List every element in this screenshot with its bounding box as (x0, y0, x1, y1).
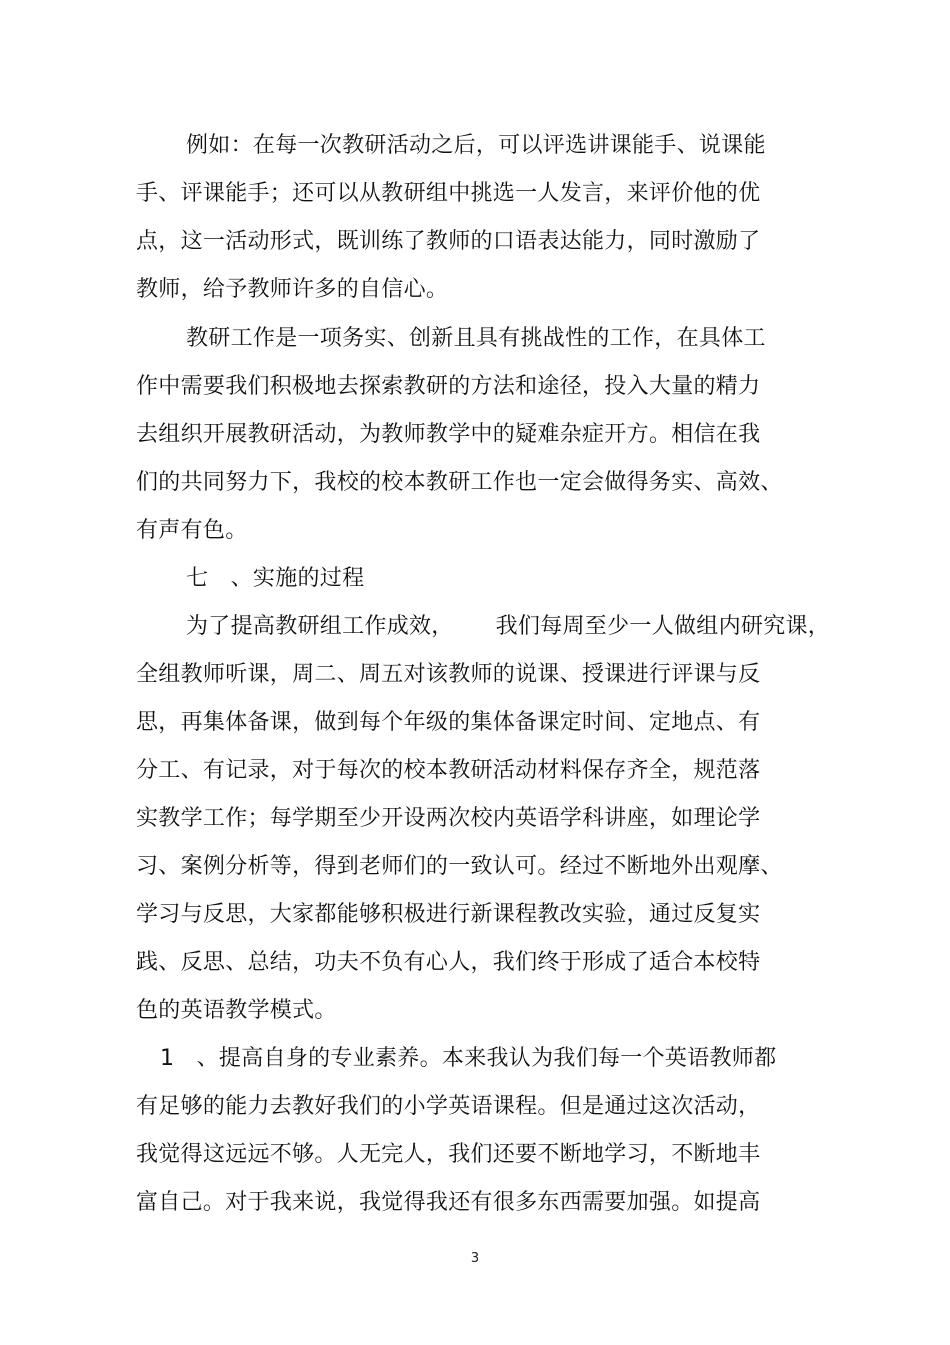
paragraph-line: 学习与反思，大家都能够积极进行新课程教改实验，通过反复实 (136, 902, 761, 927)
paragraph-line: 色的英语教学模式。 (136, 998, 337, 1023)
paragraph-line: 习、案例分析等，得到老师们的一致认可。经过不断地外出观摩、 (136, 854, 783, 879)
paragraph-line-segment: 我们每周至少一人做组内研究课， (495, 614, 831, 639)
paragraph-line: 富自己。对于我来说，我觉得我还有很多东西需要加强。如提高 (136, 1190, 761, 1215)
paragraph-line: 全组教师听课，周二、周五对该教师的说课、授课进行评课与反 (136, 662, 761, 687)
numbered-paragraph-line: 1 、提高自身的专业素养。本来我认为我们每一个英语教师都 (160, 1046, 777, 1071)
paragraph-line: 思，再集体备课，做到每个年级的集体备课定时间、定地点、有 (136, 710, 761, 735)
section-heading: 七 、实施的过程 (186, 566, 365, 591)
paragraph-line: 教师，给予教师许多的自信心。 (136, 277, 449, 302)
paragraph-line: 分工、有记录，对于每次的校本教研活动材料保存齐全，规范落 (136, 758, 761, 783)
paragraph-line: 手、评课能手；还可以从教研组中挑选一人发言，来评价他的优 (136, 181, 761, 206)
paragraph-line: 有声有色。 (136, 518, 248, 543)
paragraph-line: 我觉得这远远不够。人无完人，我们还要不断地学习，不断地丰 (136, 1142, 761, 1167)
paragraph-line: 点，这一活动形式，既训练了教师的口语表达能力，同时激励了 (136, 229, 761, 254)
paragraph-line: 有足够的能力去教好我们的小学英语课程。但是通过这次活动， (136, 1094, 761, 1119)
paragraph-line: 作中需要我们积极地去探索教研的方法和途径，投入大量的精力 (136, 374, 761, 399)
paragraph-line: 践、反思、总结，功夫不负有心人，我们终于形成了适合本校特 (136, 950, 761, 975)
paragraph-line: 们的共同努力下，我校的校本教研工作也一定会做得务实、高效、 (136, 470, 783, 495)
paragraph-line: 实教学工作；每学期至少开设两次校内英语学科讲座，如理论学 (136, 806, 761, 831)
paragraph-line (186, 612, 830, 642)
paragraph-line: 教研工作是一项务实、创新且具有挑战性的工作，在具体工 (186, 326, 766, 351)
paragraph-line: 例如：在每一次教研活动之后，可以评选讲课能手、说课能 (186, 133, 766, 158)
page-number: 3 (470, 1251, 480, 1266)
paragraph-line-segment: 为了提高教研组工作成效， (186, 614, 454, 639)
paragraph-line: 去组织开展教研活动，为教师教学中的疑难杂症开方。相信在我 (136, 422, 761, 447)
